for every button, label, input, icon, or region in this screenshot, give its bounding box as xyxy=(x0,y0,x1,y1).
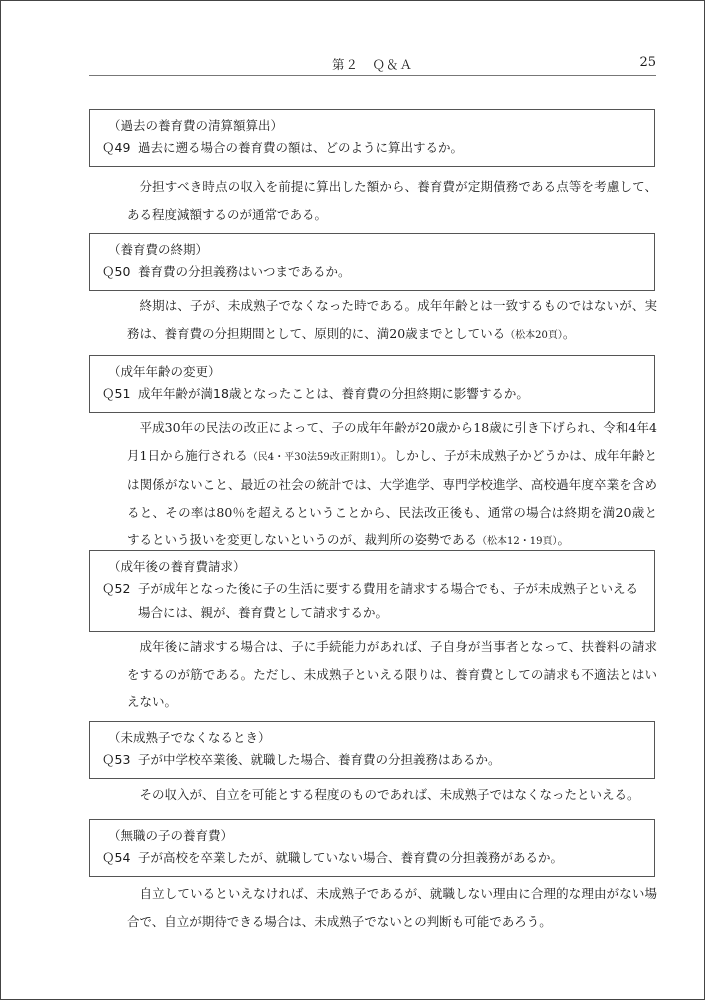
question-text: 過去に遡る場合の養育費の額は、どのように算出するか。 xyxy=(138,140,464,155)
running-header xyxy=(89,53,656,76)
question-topic: （成年年齢の変更） xyxy=(108,364,221,379)
question-text: 養育費の分担義務はいつまであるか。 xyxy=(138,264,351,279)
question-box-q52 xyxy=(89,550,655,632)
question-text: 子が成年となった後に子の生活に要する費用を請求する場合でも、子が未成熟子といえる場合には、親が、養育費として請求するか。 xyxy=(138,581,639,620)
question-number: Ｑ52 xyxy=(102,581,131,596)
question-topic: （無職の子の養育費） xyxy=(108,828,234,843)
question-number: Ｑ50 xyxy=(102,264,131,279)
question-number: Ｑ49 xyxy=(102,140,131,155)
question-topic: （未成熟子でなくなるとき） xyxy=(108,730,271,745)
answer-text: 終期は、子が、未成熟子でなくなった時である。成年年齢とは一致するものではないが、実務は、養育費の分担期間として、原則的に、満20歳までとしている xyxy=(127,298,657,341)
question-text: 子が高校を卒業したが、就職していない場合、養育費の分担義務があるか。 xyxy=(138,850,564,865)
question-box-q50 xyxy=(89,233,655,291)
answer-q53 xyxy=(127,781,657,809)
answer-q51 xyxy=(127,414,657,556)
question-text: 成年年齢が満18歳となったことは、養育費の分担終期に影響するか。 xyxy=(138,386,529,401)
citation: （民4・平30法59改正附則1） xyxy=(247,451,382,463)
answer-q50 xyxy=(127,292,657,349)
question-box-q49 xyxy=(89,109,655,167)
question-topic: （養育費の終期） xyxy=(108,242,209,257)
question-box-q54 xyxy=(89,819,655,877)
answer-text: 成年後に請求する場合は、子に手続能力があれば、子自身が当事者となって、扶養料の請求をするのが筋である。ただし、未成熟子といえる限りは、養育費としての請求も不適法とはいえない。 xyxy=(127,639,657,709)
chapter-title: 第２ Ｑ＆Ａ xyxy=(331,57,413,72)
question-text: 子が中学校卒業後、就職した場合、養育費の分担義務はあるか。 xyxy=(138,752,501,767)
answer-text-tail: 。 xyxy=(557,532,570,547)
answer-text-middle: 。しかし、子が未成熟子かどうかは、成年年齢とは関係がないこと、最近の社会の統計では、大学進学、専門学校進学、高校過年度卒業を含めると、その率は80％を超えるということから、民法改正後も、通常の場合は終期を満20歳とするという扱いを変更しないというのが、裁判所の姿勢である xyxy=(127,447,657,547)
answer-q49 xyxy=(127,173,657,228)
answer-text: その収入が、自立を可能とする程度のものであれば、未成熟子ではなくなったといえる。 xyxy=(139,787,640,802)
answer-text: 分担すべき時点の収入を前提に算出した額から、養育費が定期債務である点等を考慮して、ある程度減額するのが通常である。 xyxy=(127,179,657,222)
question-number: Ｑ53 xyxy=(102,752,131,767)
answer-text: 自立しているといえなければ、未成熟子であるが、就職しない理由に合理的な理由がない場合で、自立が期待できる場合は、未成熟子でないとの判断も可能であろう。 xyxy=(127,886,657,929)
answer-q54 xyxy=(127,880,657,935)
answer-text-tail: 。 xyxy=(562,325,576,341)
question-box-q53 xyxy=(89,721,655,779)
question-number: Ｑ54 xyxy=(102,850,131,865)
citation: （松本20頁） xyxy=(505,329,563,341)
question-box-q51 xyxy=(89,355,655,413)
answer-q52 xyxy=(127,633,657,716)
question-topic: （過去の養育費の清算額算出） xyxy=(108,118,284,133)
citation: （松本12・19頁） xyxy=(477,536,558,547)
answer-text: 平成30年の民法の改正によって、子の成年年齢が20歳から18歳に引き下げられ、令和4年4月1日から施行される xyxy=(127,420,657,463)
question-topic: （成年後の養育費請求） xyxy=(108,559,246,574)
page-number: 25 xyxy=(639,55,656,70)
question-number: Ｑ51 xyxy=(102,386,131,401)
